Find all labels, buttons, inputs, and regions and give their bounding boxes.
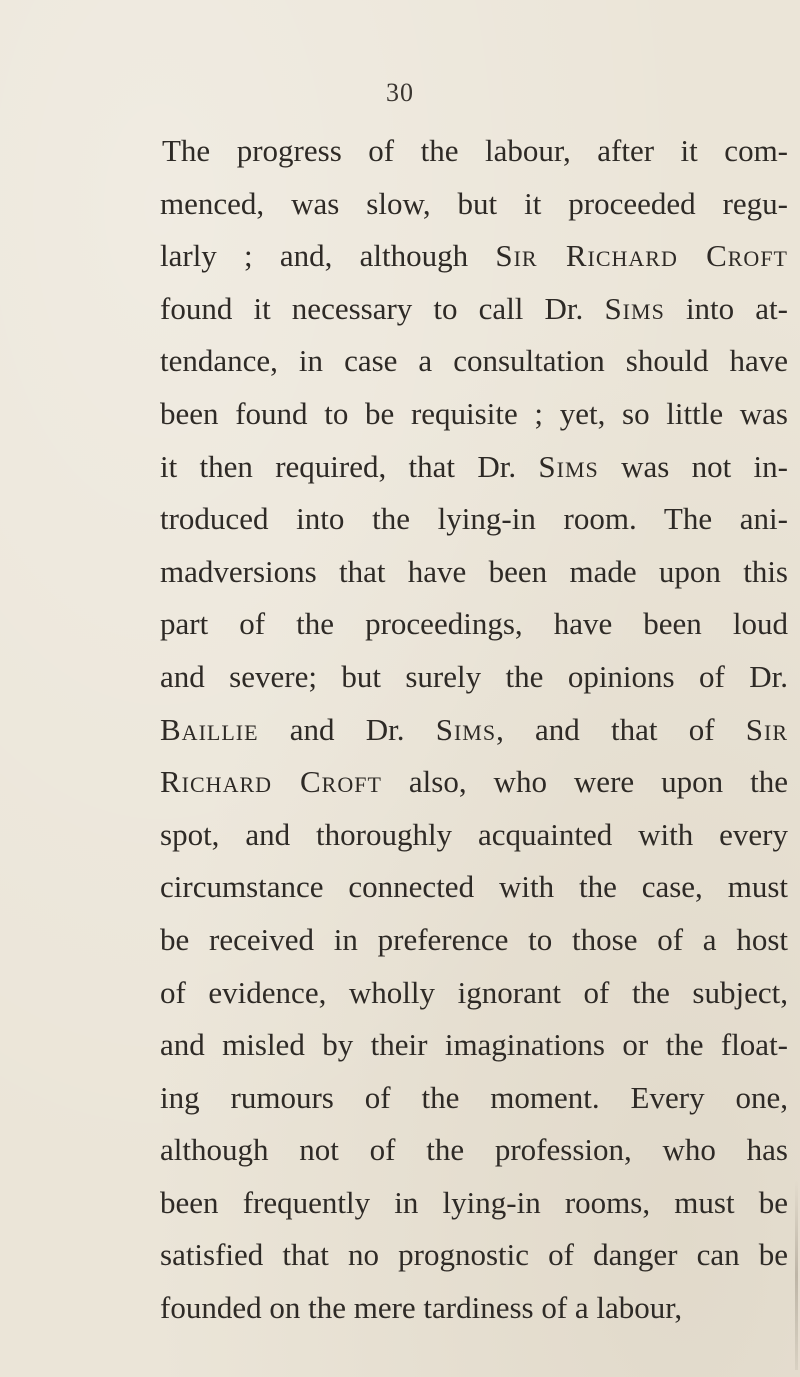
text-line bbox=[160, 125, 788, 178]
text-line bbox=[160, 756, 788, 809]
text-segment: , and that of bbox=[496, 711, 746, 747]
small-caps-name: Sir bbox=[745, 711, 788, 747]
text-segment: also, who were upon the bbox=[381, 764, 788, 800]
text-segment: although not of the profession, who has bbox=[160, 1132, 788, 1168]
text-segment: The progress of the labour, after it com- bbox=[162, 133, 788, 168]
text-segment: part of the proceedings, have been loud bbox=[160, 606, 788, 642]
text-segment: ing rumours of the moment. Every one, bbox=[160, 1079, 788, 1115]
small-caps-name: Sims bbox=[435, 711, 497, 747]
small-caps-name: Baillie bbox=[160, 711, 259, 747]
text-segment: into at- bbox=[664, 290, 788, 326]
text-segment: and severe; but surely the opinions of Dr. bbox=[160, 658, 788, 694]
text-segment: larly ; and, although bbox=[160, 238, 496, 274]
text-line bbox=[160, 1177, 788, 1230]
page-number: 30 bbox=[386, 78, 414, 107]
text-line bbox=[160, 1124, 788, 1177]
text-line bbox=[160, 1019, 788, 1072]
text-segment: tendance, in case a consultation should have bbox=[160, 343, 788, 379]
text-segment: and Dr. bbox=[258, 711, 436, 747]
text-line bbox=[160, 283, 788, 336]
text-line bbox=[160, 546, 788, 599]
small-caps-name: Sims bbox=[538, 448, 599, 484]
text-segment: and misled by their imaginations or the float- bbox=[160, 1027, 788, 1063]
text-line bbox=[160, 335, 788, 388]
text-line bbox=[160, 914, 788, 967]
text-line bbox=[160, 704, 788, 757]
text-line bbox=[160, 967, 788, 1020]
small-caps-name: Sims bbox=[604, 290, 665, 326]
text-line bbox=[160, 651, 788, 704]
text-line bbox=[160, 493, 788, 546]
text-segment: founded on the mere tardiness of a labour, bbox=[160, 1290, 683, 1326]
text-segment: found it necessary to call Dr. bbox=[160, 290, 605, 326]
text-segment: spot, and thoroughly acquainted with every bbox=[160, 816, 788, 852]
small-caps-name: Richard Croft bbox=[160, 764, 382, 800]
body-paragraph bbox=[160, 125, 788, 1335]
text-line bbox=[160, 1072, 788, 1125]
text-line bbox=[160, 1282, 788, 1335]
text-segment: troduced into the lying-in room. The ani- bbox=[160, 501, 788, 537]
text-segment: was not in- bbox=[598, 448, 788, 484]
text-line bbox=[160, 598, 788, 651]
text-segment: circumstance connected with the case, must bbox=[160, 869, 788, 905]
text-line bbox=[160, 1229, 788, 1282]
text-segment: be received in preference to those of a host bbox=[160, 921, 788, 957]
text-segment: it then required, that Dr. bbox=[160, 448, 539, 484]
text-segment: madversions that have been made upon this bbox=[160, 553, 788, 589]
text-segment: been found to be requisite ; yet, so little was bbox=[160, 395, 788, 431]
text-segment: satisfied that no prognostic of danger can be bbox=[160, 1237, 788, 1273]
text-line bbox=[160, 441, 788, 494]
text-line bbox=[160, 230, 788, 283]
text-line bbox=[160, 809, 788, 862]
text-segment: of evidence, wholly ignorant of the subject, bbox=[160, 974, 788, 1010]
text-segment: been frequently in lying-in rooms, must be bbox=[160, 1184, 788, 1220]
text-line bbox=[160, 388, 788, 441]
page-edge-shadow bbox=[795, 1180, 798, 1370]
text-line bbox=[160, 861, 788, 914]
small-caps-name: Sir Richard Croft bbox=[495, 238, 788, 274]
text-segment: menced, was slow, but it proceeded regu- bbox=[160, 185, 788, 221]
text-line bbox=[160, 178, 788, 231]
